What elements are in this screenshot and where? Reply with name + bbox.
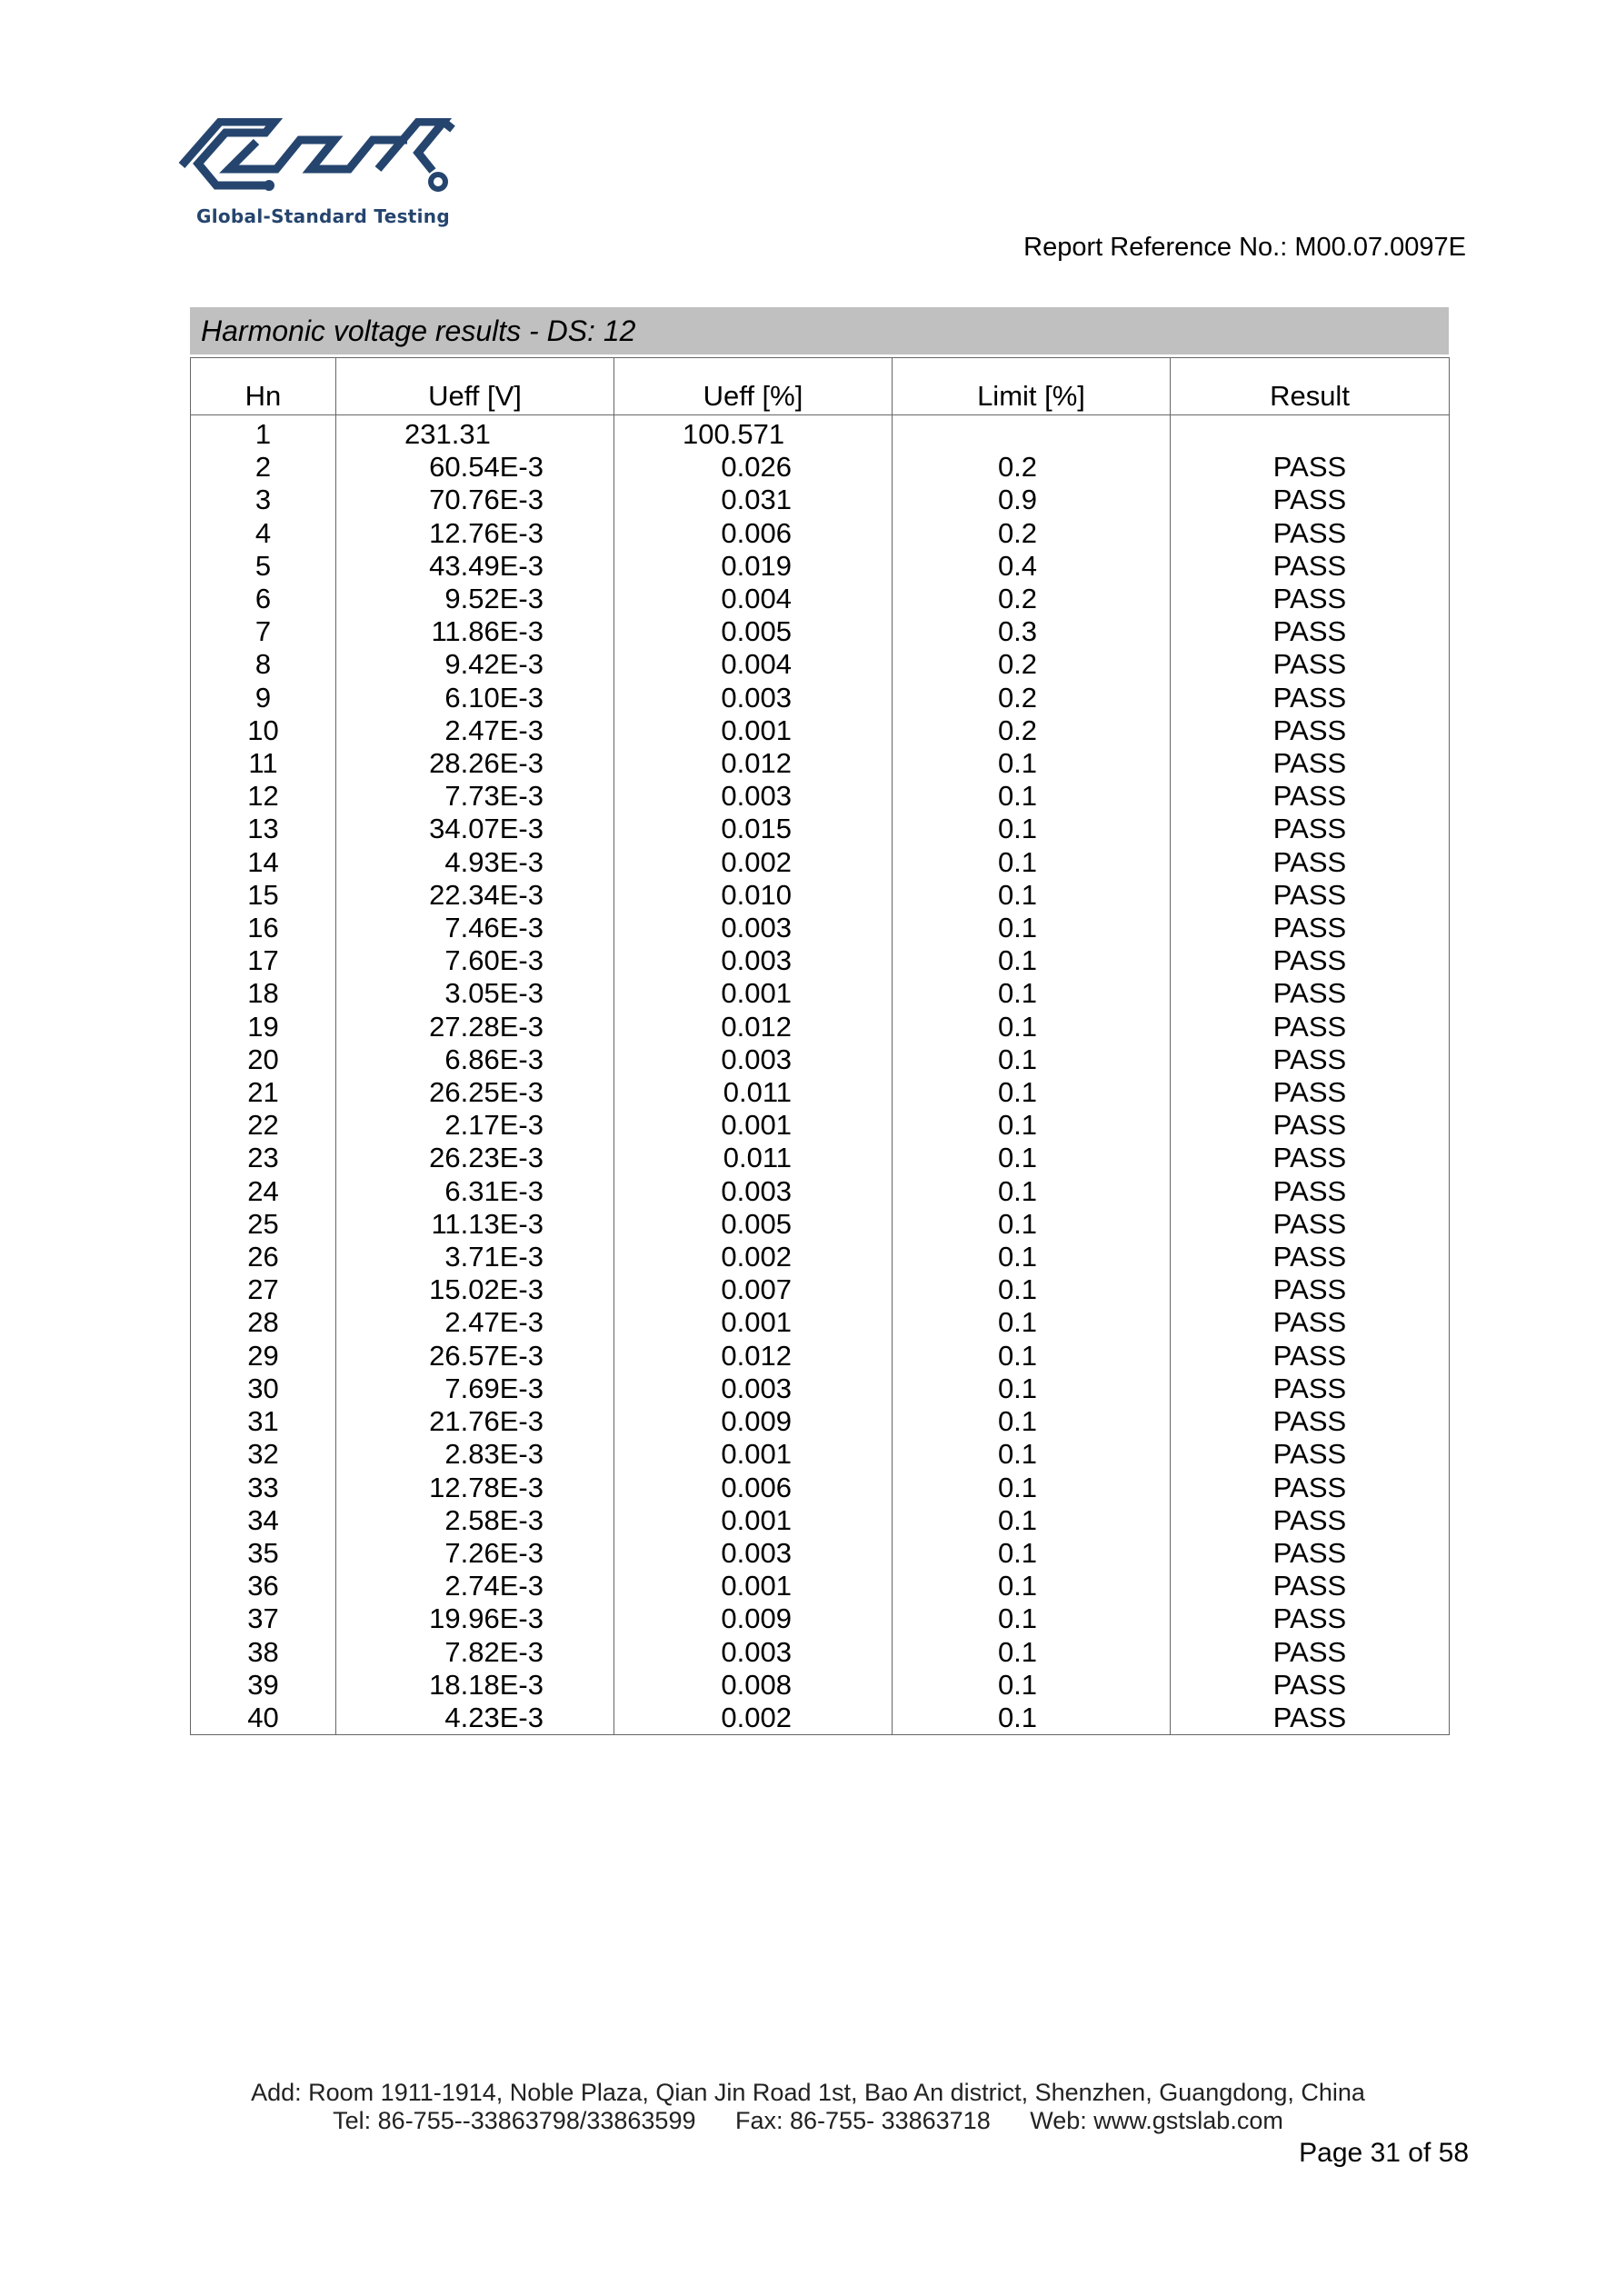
column-header-ueff-v: Ueff [V] bbox=[336, 358, 614, 415]
cell-limit: 0.1 bbox=[893, 846, 1171, 879]
cell-ueff-percent: 0.012 bbox=[614, 1011, 893, 1043]
table-row bbox=[191, 1570, 1450, 1602]
cell-limit: 0.1 bbox=[893, 1340, 1171, 1373]
cell-result: PASS bbox=[1171, 517, 1450, 550]
cell-ueff-percent: 0.003 bbox=[614, 1373, 893, 1405]
cell-result: PASS bbox=[1171, 1570, 1450, 1602]
cell-limit: 0.1 bbox=[893, 1636, 1171, 1669]
cell-result: PASS bbox=[1171, 944, 1450, 977]
cell-ueff-percent: 0.001 bbox=[614, 714, 893, 747]
table-row bbox=[191, 1405, 1450, 1438]
table-row bbox=[191, 1306, 1450, 1339]
cell-ueff-v: 7.73E-3 bbox=[336, 780, 614, 813]
table-row bbox=[191, 977, 1450, 1010]
cell-ueff-v: 11.13E-3 bbox=[336, 1208, 614, 1241]
cell-limit: 0.1 bbox=[893, 1602, 1171, 1635]
cell-ueff-v: 9.52E-3 bbox=[336, 583, 614, 615]
cell-result: PASS bbox=[1171, 846, 1450, 879]
cell-hn: 34 bbox=[191, 1504, 336, 1537]
cell-result: PASS bbox=[1171, 648, 1450, 681]
column-header-hn: Hn bbox=[191, 358, 336, 415]
cell-hn: 20 bbox=[191, 1043, 336, 1076]
cell-hn: 13 bbox=[191, 813, 336, 845]
table-row bbox=[191, 1702, 1450, 1735]
cell-limit: 0.2 bbox=[893, 517, 1171, 550]
cell-ueff-v: 2.17E-3 bbox=[336, 1109, 614, 1142]
cell-limit: 0.1 bbox=[893, 747, 1171, 780]
cell-result: PASS bbox=[1171, 747, 1450, 780]
cell-ueff-v: 3.05E-3 bbox=[336, 977, 614, 1010]
table-row bbox=[191, 1636, 1450, 1669]
cell-hn: 40 bbox=[191, 1702, 336, 1735]
cell-result: PASS bbox=[1171, 1438, 1450, 1471]
cell-limit: 0.2 bbox=[893, 451, 1171, 484]
cell-ueff-percent: 0.011 bbox=[614, 1076, 893, 1109]
cell-limit: 0.1 bbox=[893, 1472, 1171, 1504]
cell-result: PASS bbox=[1171, 912, 1450, 944]
cell-ueff-percent: 0.015 bbox=[614, 813, 893, 845]
cell-hn: 29 bbox=[191, 1340, 336, 1373]
cell-limit: 0.9 bbox=[893, 484, 1171, 516]
cell-limit: 0.4 bbox=[893, 550, 1171, 583]
cell-ueff-v: 22.34E-3 bbox=[336, 879, 614, 912]
cell-ueff-percent: 0.005 bbox=[614, 1208, 893, 1241]
cell-result: PASS bbox=[1171, 977, 1450, 1010]
cell-ueff-v: 27.28E-3 bbox=[336, 1011, 614, 1043]
table-row bbox=[191, 1504, 1450, 1537]
table-row bbox=[191, 682, 1450, 714]
cell-ueff-v: 60.54E-3 bbox=[336, 451, 614, 484]
table-row bbox=[191, 879, 1450, 912]
cell-result: PASS bbox=[1171, 1043, 1450, 1076]
cell-ueff-percent: 0.012 bbox=[614, 1340, 893, 1373]
cell-ueff-v: 7.82E-3 bbox=[336, 1636, 614, 1669]
cell-ueff-v: 7.46E-3 bbox=[336, 912, 614, 944]
cell-ueff-percent: 100.571 bbox=[614, 415, 893, 452]
cell-hn: 12 bbox=[191, 780, 336, 813]
cell-ueff-percent: 0.006 bbox=[614, 517, 893, 550]
cell-hn: 35 bbox=[191, 1537, 336, 1570]
cell-hn: 32 bbox=[191, 1438, 336, 1471]
table-row bbox=[191, 912, 1450, 944]
cell-result: PASS bbox=[1171, 879, 1450, 912]
cell-limit: 0.1 bbox=[893, 1241, 1171, 1273]
cell-result: PASS bbox=[1171, 1472, 1450, 1504]
cell-ueff-percent: 0.003 bbox=[614, 912, 893, 944]
cell-ueff-percent: 0.001 bbox=[614, 977, 893, 1010]
cell-result: PASS bbox=[1171, 451, 1450, 484]
cell-ueff-percent: 0.001 bbox=[614, 1306, 893, 1339]
cell-hn: 28 bbox=[191, 1306, 336, 1339]
cell-limit: 0.1 bbox=[893, 879, 1171, 912]
cell-hn: 14 bbox=[191, 846, 336, 879]
table-row bbox=[191, 780, 1450, 813]
cell-result: PASS bbox=[1171, 1405, 1450, 1438]
cell-result: PASS bbox=[1171, 1669, 1450, 1702]
cell-result: PASS bbox=[1171, 1702, 1450, 1735]
table-row bbox=[191, 1602, 1450, 1635]
cell-ueff-percent: 0.002 bbox=[614, 1241, 893, 1273]
cell-ueff-v: 7.26E-3 bbox=[336, 1537, 614, 1570]
cell-hn: 16 bbox=[191, 912, 336, 944]
cell-limit: 0.1 bbox=[893, 780, 1171, 813]
table-row bbox=[191, 615, 1450, 648]
table-row bbox=[191, 1076, 1450, 1109]
cell-ueff-v: 21.76E-3 bbox=[336, 1405, 614, 1438]
cell-ueff-percent: 0.004 bbox=[614, 583, 893, 615]
table-row bbox=[191, 1537, 1450, 1570]
cell-result: PASS bbox=[1171, 813, 1450, 845]
cell-hn: 18 bbox=[191, 977, 336, 1010]
cell-ueff-percent: 0.002 bbox=[614, 846, 893, 879]
cell-ueff-v: 26.25E-3 bbox=[336, 1076, 614, 1109]
cell-ueff-v: 34.07E-3 bbox=[336, 813, 614, 845]
cell-ueff-v: 18.18E-3 bbox=[336, 1669, 614, 1702]
table-row bbox=[191, 1109, 1450, 1142]
cell-result: PASS bbox=[1171, 780, 1450, 813]
cell-result: PASS bbox=[1171, 550, 1450, 583]
cell-hn: 22 bbox=[191, 1109, 336, 1142]
cell-hn: 38 bbox=[191, 1636, 336, 1669]
cell-ueff-percent: 0.005 bbox=[614, 615, 893, 648]
cell-ueff-percent: 0.009 bbox=[614, 1602, 893, 1635]
cell-ueff-percent: 0.003 bbox=[614, 1537, 893, 1570]
cell-limit: 0.1 bbox=[893, 1438, 1171, 1471]
cell-limit: 0.1 bbox=[893, 977, 1171, 1010]
cell-hn: 26 bbox=[191, 1241, 336, 1273]
cell-hn: 25 bbox=[191, 1208, 336, 1241]
cell-ueff-percent: 0.003 bbox=[614, 1175, 893, 1208]
cell-result: PASS bbox=[1171, 1273, 1450, 1306]
cell-hn: 39 bbox=[191, 1669, 336, 1702]
cell-hn: 11 bbox=[191, 747, 336, 780]
cell-result: PASS bbox=[1171, 682, 1450, 714]
cell-ueff-v: 231.31 bbox=[336, 415, 614, 452]
table-row bbox=[191, 1472, 1450, 1504]
cell-limit: 0.3 bbox=[893, 615, 1171, 648]
cell-result: PASS bbox=[1171, 714, 1450, 747]
cell-ueff-v: 7.60E-3 bbox=[336, 944, 614, 977]
cell-ueff-v: 4.23E-3 bbox=[336, 1702, 614, 1735]
cell-limit: 0.2 bbox=[893, 682, 1171, 714]
cell-ueff-v: 2.47E-3 bbox=[336, 714, 614, 747]
table-row bbox=[191, 1011, 1450, 1043]
cell-ueff-percent: 0.031 bbox=[614, 484, 893, 516]
cell-ueff-percent: 0.001 bbox=[614, 1504, 893, 1537]
footer-fax: Fax: 86-755- 33863718 bbox=[735, 2107, 991, 2134]
table-row bbox=[191, 648, 1450, 681]
table-row bbox=[191, 415, 1450, 452]
cell-limit: 0.2 bbox=[893, 648, 1171, 681]
cell-ueff-percent: 0.003 bbox=[614, 780, 893, 813]
cell-hn: 5 bbox=[191, 550, 336, 583]
cell-limit: 0.1 bbox=[893, 1570, 1171, 1602]
cell-ueff-v: 11.86E-3 bbox=[336, 615, 614, 648]
cell-result: PASS bbox=[1171, 1306, 1450, 1339]
cell-ueff-v: 4.93E-3 bbox=[336, 846, 614, 879]
cell-hn: 3 bbox=[191, 484, 336, 516]
cell-ueff-v: 19.96E-3 bbox=[336, 1602, 614, 1635]
table-row bbox=[191, 813, 1450, 845]
table-header-row bbox=[191, 358, 1450, 415]
cell-hn: 6 bbox=[191, 583, 336, 615]
cell-ueff-percent: 0.001 bbox=[614, 1570, 893, 1602]
cell-hn: 4 bbox=[191, 517, 336, 550]
cell-ueff-v: 3.71E-3 bbox=[336, 1241, 614, 1273]
cell-ueff-percent: 0.003 bbox=[614, 944, 893, 977]
logo-text: Global-Standard Testing bbox=[196, 205, 450, 227]
column-header-ueff-percent: Ueff [%] bbox=[614, 358, 893, 415]
table-row bbox=[191, 550, 1450, 583]
cell-ueff-v: 2.58E-3 bbox=[336, 1504, 614, 1537]
cell-ueff-v: 2.74E-3 bbox=[336, 1570, 614, 1602]
table-row bbox=[191, 1241, 1450, 1273]
cell-hn: 23 bbox=[191, 1142, 336, 1174]
table-row bbox=[191, 714, 1450, 747]
cell-ueff-v: 2.47E-3 bbox=[336, 1306, 614, 1339]
cell-limit: 0.1 bbox=[893, 1076, 1171, 1109]
cell-hn: 7 bbox=[191, 615, 336, 648]
cell-ueff-percent: 0.009 bbox=[614, 1405, 893, 1438]
cell-ueff-percent: 0.006 bbox=[614, 1472, 893, 1504]
cell-ueff-v: 43.49E-3 bbox=[336, 550, 614, 583]
cell-ueff-percent: 0.003 bbox=[614, 1043, 893, 1076]
table-row bbox=[191, 517, 1450, 550]
footer-tel: Tel: 86-755--33863798/33863599 bbox=[333, 2107, 696, 2134]
cell-hn: 37 bbox=[191, 1602, 336, 1635]
cell-limit: 0.1 bbox=[893, 912, 1171, 944]
table-row bbox=[191, 1373, 1450, 1405]
cell-hn: 15 bbox=[191, 879, 336, 912]
cell-ueff-percent: 0.007 bbox=[614, 1273, 893, 1306]
table-row bbox=[191, 1208, 1450, 1241]
table-row bbox=[191, 1175, 1450, 1208]
table-row bbox=[191, 1043, 1450, 1076]
cell-result: PASS bbox=[1171, 1340, 1450, 1373]
cell-ueff-percent: 0.011 bbox=[614, 1142, 893, 1174]
cell-result bbox=[1171, 415, 1450, 452]
footer-address: Add: Room 1911-1914, Noble Plaza, Qian Jin Road 1st, Bao An district, Shenzhen, Guangdong, China bbox=[251, 2079, 1365, 2106]
cell-ueff-percent: 0.008 bbox=[614, 1669, 893, 1702]
cell-ueff-percent: 0.003 bbox=[614, 1636, 893, 1669]
cell-hn: 9 bbox=[191, 682, 336, 714]
cell-limit: 0.2 bbox=[893, 583, 1171, 615]
cell-result: PASS bbox=[1171, 1602, 1450, 1635]
cell-limit: 0.1 bbox=[893, 1669, 1171, 1702]
table-row bbox=[191, 846, 1450, 879]
cell-ueff-percent: 0.001 bbox=[614, 1438, 893, 1471]
column-header-limit: Limit [%] bbox=[893, 358, 1171, 415]
cell-hn: 1 bbox=[191, 415, 336, 452]
cell-ueff-v: 26.57E-3 bbox=[336, 1340, 614, 1373]
cell-limit: 0.1 bbox=[893, 1405, 1171, 1438]
cell-limit: 0.1 bbox=[893, 1273, 1171, 1306]
cell-hn: 33 bbox=[191, 1472, 336, 1504]
cell-ueff-v: 6.10E-3 bbox=[336, 682, 614, 714]
cell-limit: 0.1 bbox=[893, 1142, 1171, 1174]
cell-ueff-percent: 0.012 bbox=[614, 747, 893, 780]
cell-limit: 0.1 bbox=[893, 1504, 1171, 1537]
table-row bbox=[191, 944, 1450, 977]
footer-contact bbox=[0, 2107, 1616, 2135]
table-row bbox=[191, 451, 1450, 484]
column-header-result: Result bbox=[1171, 358, 1450, 415]
cell-hn: 30 bbox=[191, 1373, 336, 1405]
cell-limit: 0.1 bbox=[893, 1011, 1171, 1043]
cell-ueff-percent: 0.010 bbox=[614, 879, 893, 912]
cell-ueff-percent: 0.002 bbox=[614, 1702, 893, 1735]
cell-hn: 19 bbox=[191, 1011, 336, 1043]
table-row bbox=[191, 1273, 1450, 1306]
table-row bbox=[191, 1142, 1450, 1174]
cell-hn: 27 bbox=[191, 1273, 336, 1306]
cell-ueff-v: 7.69E-3 bbox=[336, 1373, 614, 1405]
cell-result: PASS bbox=[1171, 1109, 1450, 1142]
cell-ueff-percent: 0.019 bbox=[614, 550, 893, 583]
cell-result: PASS bbox=[1171, 484, 1450, 516]
cell-result: PASS bbox=[1171, 1208, 1450, 1241]
cell-ueff-v: 26.23E-3 bbox=[336, 1142, 614, 1174]
cell-limit: 0.1 bbox=[893, 1702, 1171, 1735]
cell-ueff-v: 6.86E-3 bbox=[336, 1043, 614, 1076]
cell-limit: 0.1 bbox=[893, 1537, 1171, 1570]
cell-hn: 8 bbox=[191, 648, 336, 681]
cell-limit: 0.1 bbox=[893, 1306, 1171, 1339]
harmonic-results-table bbox=[190, 357, 1450, 1735]
cell-ueff-v: 12.76E-3 bbox=[336, 517, 614, 550]
cell-limit: 0.1 bbox=[893, 813, 1171, 845]
cell-ueff-percent: 0.004 bbox=[614, 648, 893, 681]
cell-hn: 10 bbox=[191, 714, 336, 747]
cell-limit: 0.1 bbox=[893, 1109, 1171, 1142]
cell-hn: 31 bbox=[191, 1405, 336, 1438]
table-row bbox=[191, 484, 1450, 516]
cell-result: PASS bbox=[1171, 583, 1450, 615]
cell-result: PASS bbox=[1171, 1537, 1450, 1570]
cell-result: PASS bbox=[1171, 1241, 1450, 1273]
cell-ueff-percent: 0.003 bbox=[614, 682, 893, 714]
company-logo bbox=[175, 118, 465, 236]
cell-limit: 0.1 bbox=[893, 944, 1171, 977]
cell-limit: 0.1 bbox=[893, 1208, 1171, 1241]
cell-limit: 0.2 bbox=[893, 714, 1171, 747]
cell-hn: 2 bbox=[191, 451, 336, 484]
cell-result: PASS bbox=[1171, 1175, 1450, 1208]
report-reference: Report Reference No.: M00.07.0097E bbox=[1023, 233, 1466, 262]
cell-limit: 0.1 bbox=[893, 1043, 1171, 1076]
section-title: Harmonic voltage results - DS: 12 bbox=[190, 307, 1449, 354]
footer-web[interactable]: Web: www.gstslab.com bbox=[1030, 2107, 1283, 2134]
cell-limit bbox=[893, 415, 1171, 452]
table-row bbox=[191, 1669, 1450, 1702]
table-row bbox=[191, 583, 1450, 615]
cell-result: PASS bbox=[1171, 1076, 1450, 1109]
cell-limit: 0.1 bbox=[893, 1175, 1171, 1208]
table-row bbox=[191, 747, 1450, 780]
cell-result: PASS bbox=[1171, 615, 1450, 648]
cell-result: PASS bbox=[1171, 1142, 1450, 1174]
cell-ueff-v: 70.76E-3 bbox=[336, 484, 614, 516]
cell-ueff-v: 15.02E-3 bbox=[336, 1273, 614, 1306]
cell-hn: 17 bbox=[191, 944, 336, 977]
cell-ueff-v: 12.78E-3 bbox=[336, 1472, 614, 1504]
cell-ueff-v: 6.31E-3 bbox=[336, 1175, 614, 1208]
table-row bbox=[191, 1438, 1450, 1471]
gst-logo-icon bbox=[175, 118, 465, 209]
cell-ueff-percent: 0.026 bbox=[614, 451, 893, 484]
cell-result: PASS bbox=[1171, 1373, 1450, 1405]
cell-result: PASS bbox=[1171, 1011, 1450, 1043]
cell-hn: 36 bbox=[191, 1570, 336, 1602]
page-number: Page 31 of 58 bbox=[1299, 2138, 1469, 2168]
cell-ueff-v: 2.83E-3 bbox=[336, 1438, 614, 1471]
cell-ueff-percent: 0.001 bbox=[614, 1109, 893, 1142]
cell-hn: 21 bbox=[191, 1076, 336, 1109]
cell-ueff-v: 9.42E-3 bbox=[336, 648, 614, 681]
cell-ueff-v: 28.26E-3 bbox=[336, 747, 614, 780]
cell-limit: 0.1 bbox=[893, 1373, 1171, 1405]
cell-hn: 24 bbox=[191, 1175, 336, 1208]
cell-result: PASS bbox=[1171, 1636, 1450, 1669]
table-row bbox=[191, 1340, 1450, 1373]
cell-result: PASS bbox=[1171, 1504, 1450, 1537]
